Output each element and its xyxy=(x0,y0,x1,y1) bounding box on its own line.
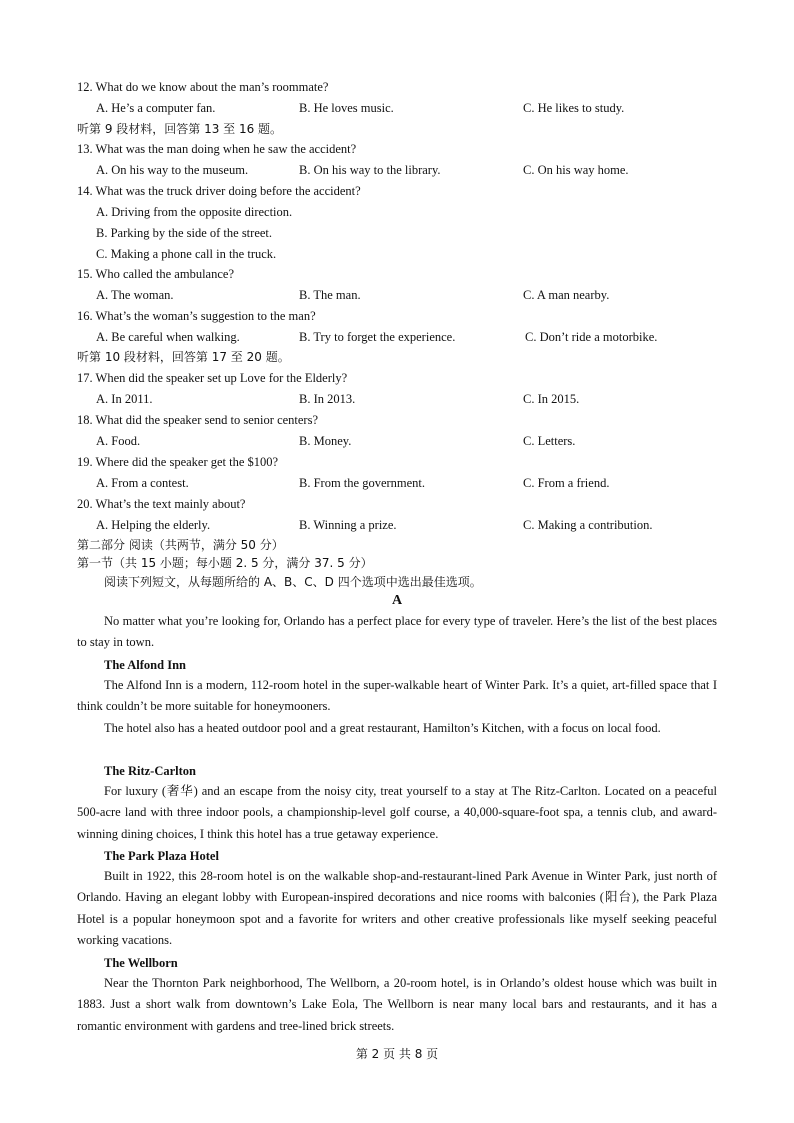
q12-option-c: C. He likes to study. xyxy=(523,101,625,115)
question-19: 19. Where did the speaker get the $100? xyxy=(77,455,279,469)
question-16: 16. What’s the woman’s suggestion to the man? xyxy=(77,309,316,323)
section-10-instruction: 听第 10 段材料，回答第 17 至 20 题。 xyxy=(77,350,290,364)
q16-option-a: A. Be careful when walking. xyxy=(96,330,240,344)
park-plaza-paragraph: Built in 1922, this 28-room hotel is on the walkable shop-and-restaurant-lined Park Avenue in Winter Park, just north of Orlando. Having an elegant lobby with European-inspired decorations and nice rooms with balconies (阳台), the Park Plaza Hotel is a popular honeymoon spot and a favorite for writers and other creative professionals like myself seeking peaceful working vacations. xyxy=(77,869,717,947)
passage-letter: A xyxy=(391,593,403,608)
section-one-title: 第一节（共 15 小题；每小题 2. 5 分，满分 37. 5 分） xyxy=(77,556,373,570)
hotel-title-alfond: The Alfond Inn xyxy=(104,658,186,672)
q13-option-b: B. On his way to the library. xyxy=(299,163,441,177)
page-footer: 第 2 页 共 8 页 xyxy=(355,1047,439,1061)
q20-option-c: C. Making a contribution. xyxy=(523,518,653,532)
question-18: 18. What did the speaker send to senior centers? xyxy=(77,413,319,427)
q16-option-c: C. Don’t ride a motorbike. xyxy=(525,330,658,344)
q15-option-b: B. The man. xyxy=(299,288,361,302)
passage-intro: No matter what you’re looking for, Orlando has a perfect place for every type of traveler. Here’s the list of the best places to stay in town. xyxy=(77,614,717,650)
q17-option-a: A. In 2011. xyxy=(96,392,153,406)
wellborn-paragraph: Near the Thornton Park neighborhood, The Wellborn, a 20-room hotel, is in Orlando’s oldest house which was built in 1883. Just a short walk from downtown’s Lake Eola, The Wellborn is near many local bars and restaurants, and it has a romantic environment with gardens and tree-lined brick streets. xyxy=(77,976,717,1033)
question-20: 20. What’s the text mainly about? xyxy=(77,497,246,511)
question-14: 14. What was the truck driver doing before the accident? xyxy=(77,184,361,198)
q13-option-c: C. On his way home. xyxy=(523,163,629,177)
q12-option-b: B. He loves music. xyxy=(299,101,394,115)
question-13: 13. What was the man doing when he saw the accident? xyxy=(77,142,357,156)
alfond-paragraph-1: The Alfond Inn is a modern, 112-room hotel in the super-walkable heart of Winter Park. It’s a quiet, art-filled space that I think couldn’t be more suitable for honeymooners. xyxy=(77,678,717,714)
question-12: 12. What do we know about the man’s roommate? xyxy=(77,80,329,94)
q19-option-c: C. From a friend. xyxy=(523,476,610,490)
q18-option-b: B. Money. xyxy=(299,434,352,448)
q17-option-b: B. In 2013. xyxy=(299,392,356,406)
q18-option-a: A. Food. xyxy=(96,434,141,448)
q14-option-c: C. Making a phone call in the truck. xyxy=(96,247,277,261)
q20-option-b: B. Winning a prize. xyxy=(299,518,397,532)
ritz-paragraph: For luxury (奢华) and an escape from the noisy city, treat yourself to a stay at The Ritz-Carlton. Located on a peaceful 500-acre land with three indoor pools, a championship-level golf course, a 40,000-square-foot spa, a tennis club, and award-winning dining choices, I think this hotel has a true getaway experience. xyxy=(77,784,717,841)
q19-option-b: B. From the government. xyxy=(299,476,426,490)
section-9-instruction: 听第 9 段材料，回答第 13 至 16 题。 xyxy=(77,122,283,136)
alfond-paragraph-2: The hotel also has a heated outdoor pool and a great restaurant, Hamilton’s Kitchen, with a focus on local food. xyxy=(104,721,661,735)
q12-option-a: A. He’s a computer fan. xyxy=(96,101,216,115)
reading-instruction: 阅读下列短文，从每题所给的 A、B、C、D 四个选项中选出最佳选项。 xyxy=(104,575,482,589)
q13-option-a: A. On his way to the museum. xyxy=(96,163,249,177)
q19-option-a: A. From a contest. xyxy=(96,476,189,490)
q20-option-a: A. Helping the elderly. xyxy=(96,518,211,532)
q14-option-b: B. Parking by the side of the street. xyxy=(96,226,273,240)
part-two-title: 第二部分 阅读（共两节，满分 50 分） xyxy=(77,538,284,552)
q15-option-a: A. The woman. xyxy=(96,288,174,302)
q16-option-b: B. Try to forget the experience. xyxy=(299,330,456,344)
hotel-title-ritz: The Ritz-Carlton xyxy=(104,764,196,778)
hotel-title-park-plaza: The Park Plaza Hotel xyxy=(104,849,219,863)
question-17: 17. When did the speaker set up Love for the Elderly? xyxy=(77,371,348,385)
question-15: 15. Who called the ambulance? xyxy=(77,267,234,281)
q17-option-c: C. In 2015. xyxy=(523,392,580,406)
hotel-title-wellborn: The Wellborn xyxy=(104,956,178,970)
q14-option-a: A. Driving from the opposite direction. xyxy=(96,205,293,219)
q15-option-c: C. A man nearby. xyxy=(523,288,610,302)
q18-option-c: C. Letters. xyxy=(523,434,576,448)
